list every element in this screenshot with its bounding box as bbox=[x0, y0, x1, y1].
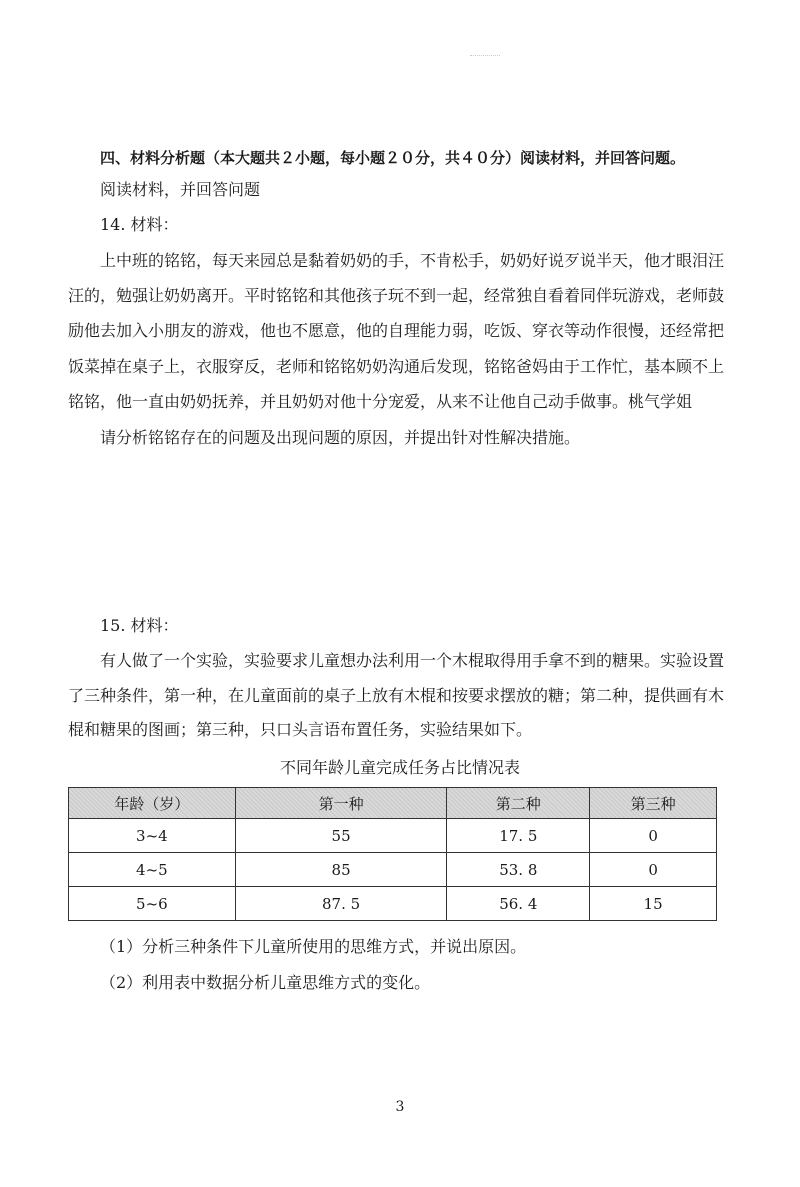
q15-line-2: 了三种条件，第一种，在儿童面前的桌子上放有木棍和按要求摆放的糖；第二种，提供画有木 bbox=[68, 686, 725, 705]
cell-value: 17. 5 bbox=[447, 819, 590, 853]
cell-age: 3~4 bbox=[69, 819, 236, 853]
q14-line-2: 汪的，勉强让奶奶离开。平时铭铭和其他孩子玩不到一起，经常独自看着同伴玩游戏，老师鼓 bbox=[68, 286, 725, 305]
q14-question: 请分析铭铭存在的问题及出现问题的原因，并提出针对性解决措施。 bbox=[100, 428, 581, 447]
cell-age: 4~5 bbox=[69, 853, 236, 887]
q14-line-4: 饭菜掉在桌子上，衣服穿反，老师和铭铭奶奶沟通后发现，铭铭爸妈由于工作忙，基本顾不上 bbox=[68, 357, 725, 376]
header-condition-1: 第一种 bbox=[235, 788, 447, 819]
q15-label: 15. 材料： bbox=[100, 616, 179, 635]
cell-value: 53. 8 bbox=[447, 853, 590, 887]
instruction-text: 阅读材料，并回答问题 bbox=[100, 180, 261, 199]
table-row bbox=[69, 853, 717, 887]
cell-value: 87. 5 bbox=[235, 887, 447, 921]
cell-value: 15 bbox=[590, 887, 717, 921]
q14-line-1: 上中班的铭铭，每天来园总是黏着奶奶的手，不肯松手，奶奶好说歹说半天，他才眼泪汪 bbox=[100, 251, 725, 270]
q14-label: 14. 材料： bbox=[100, 215, 179, 234]
header-condition-2: 第二种 bbox=[447, 788, 590, 819]
q14-line-3: 励他去加入小朋友的游戏，他也不愿意，他的自理能力弱，吃饭、穿衣等动作很慢，还经常把 bbox=[68, 321, 725, 340]
q15-line-3: 棍和糖果的图画；第三种，只口头言语布置任务，实验结果如下。 bbox=[68, 720, 533, 739]
cell-age: 5~6 bbox=[69, 887, 236, 921]
section-heading: 四、材料分析题（本大题共２小题，每小题２０分，共４０分）阅读材料，并回答问题。 bbox=[100, 149, 686, 167]
q15-sub-question-2: （2）利用表中数据分析儿童思维方式的变化。 bbox=[100, 973, 431, 992]
table-row bbox=[69, 819, 717, 853]
table-caption: 不同年龄儿童完成任务占比情况表 bbox=[279, 758, 520, 777]
cell-value: 56. 4 bbox=[447, 887, 590, 921]
q15-sub-question-1: （1）分析三种条件下儿童所使用的思维方式，并说出原因。 bbox=[100, 937, 527, 956]
q15-line-1: 有人做了一个实验，实验要求儿童想办法利用一个木棍取得用手拿不到的糖果。实验设置 bbox=[100, 651, 725, 670]
header-condition-3: 第三种 bbox=[590, 788, 717, 819]
scan-artifact bbox=[470, 55, 500, 56]
header-age: 年龄（岁） bbox=[69, 788, 236, 819]
table-header-row bbox=[69, 788, 717, 819]
cell-value: 0 bbox=[590, 853, 717, 887]
page-number: 3 bbox=[395, 1099, 405, 1115]
cell-value: 0 bbox=[590, 819, 717, 853]
q14-line-5: 铭铭，他一直由奶奶抚养，并且奶奶对他十分宠爱，从来不让他自己动手做事。桃气学姐 bbox=[68, 392, 693, 411]
completion-rate-table bbox=[68, 787, 717, 921]
cell-value: 55 bbox=[235, 819, 447, 853]
cell-value: 85 bbox=[235, 853, 447, 887]
table-row bbox=[69, 887, 717, 921]
